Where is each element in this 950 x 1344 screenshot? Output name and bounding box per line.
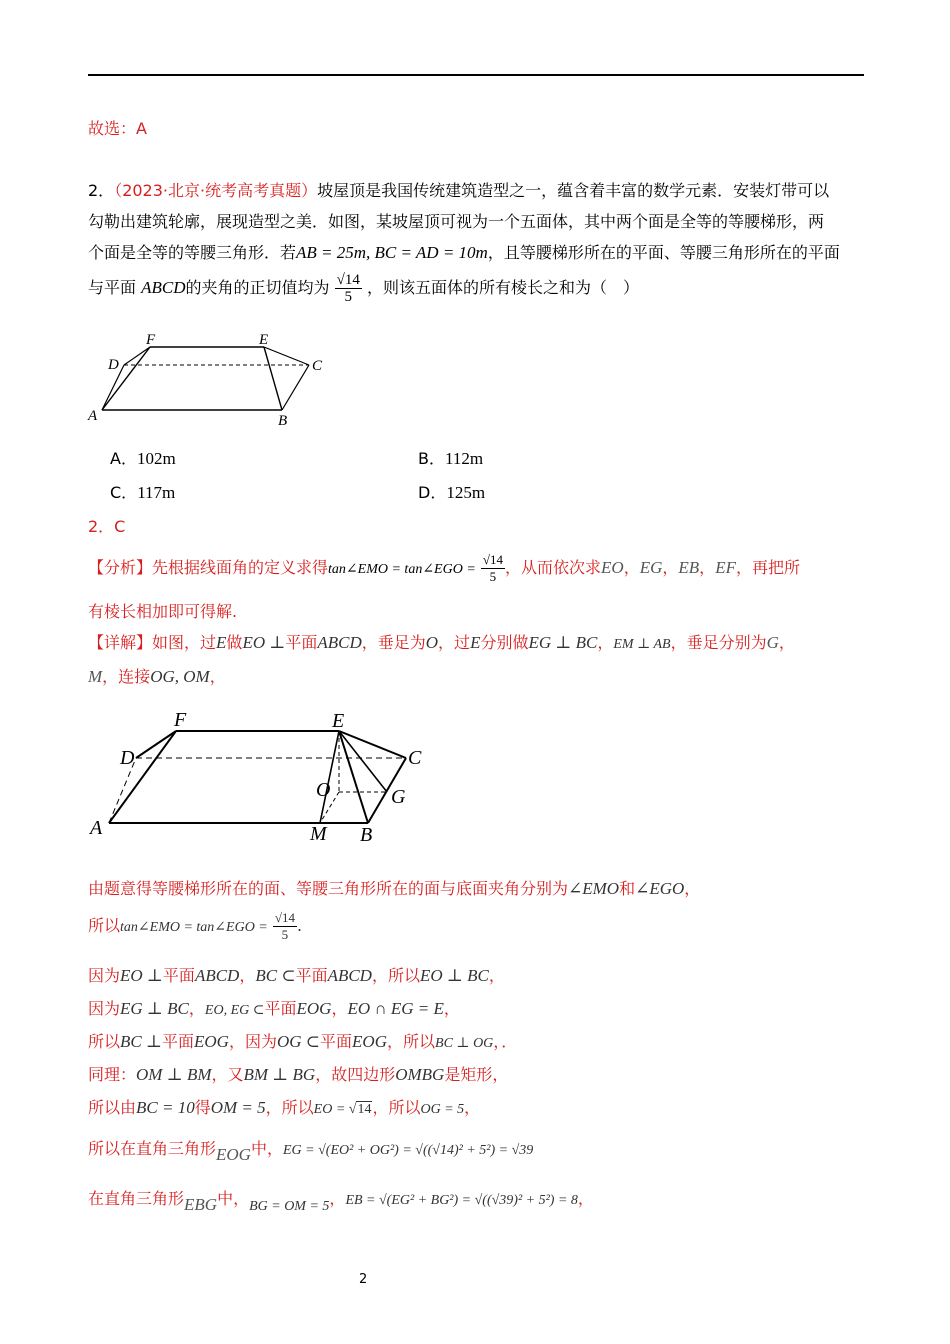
d-math: E xyxy=(216,633,227,652)
option-letter: A． xyxy=(110,449,137,468)
s-text: ，所以 xyxy=(371,966,420,985)
question-line1 xyxy=(88,178,829,201)
s-text: 由题意得等腰梯形所在的面、等腰三角形所在的面与底面夹角分别为 xyxy=(88,879,569,898)
d-math: O xyxy=(425,633,439,652)
s-text: ， xyxy=(488,966,505,985)
edge-DF xyxy=(136,731,176,758)
option-b[interactable] xyxy=(418,446,483,469)
d-text: 平面 xyxy=(285,633,318,652)
s-math: 14 xyxy=(357,1102,372,1117)
option-c[interactable] xyxy=(110,480,175,503)
d-math: EG ⊥ BC xyxy=(528,633,598,652)
figure-2 xyxy=(86,706,432,848)
option-letter: B． xyxy=(418,449,445,468)
d-text: ， xyxy=(209,667,226,686)
s-text: ， xyxy=(577,1189,594,1208)
label-A: A xyxy=(88,408,98,424)
question-line4 xyxy=(88,272,639,305)
frac-num: √14 xyxy=(274,910,295,925)
sol-line1 xyxy=(88,876,700,899)
s-math: EO = xyxy=(313,1102,349,1117)
frac-den: 5 xyxy=(489,569,497,584)
option-value: 117m xyxy=(137,483,176,502)
s-text: 所以由 xyxy=(88,1098,137,1117)
s-text: ，所以 xyxy=(387,1032,436,1051)
d-text: ， xyxy=(778,633,795,652)
d-text: 如图，过 xyxy=(152,633,217,652)
s-text: ，又 xyxy=(211,1065,244,1084)
edge-AF xyxy=(109,731,176,823)
edge-EB xyxy=(339,731,368,823)
d-math: G xyxy=(766,633,779,652)
d-text: ，连接 xyxy=(102,667,151,686)
s-text: ， xyxy=(329,1189,346,1208)
sep: ， xyxy=(699,558,716,577)
q-text: 的夹角的正切值均为 xyxy=(185,278,330,297)
sol-line7: 所以由BC = 10得OM = 5，所以EO = √14，所以OG = 5， xyxy=(88,1098,481,1117)
s-math: EOG xyxy=(296,999,332,1018)
detail-line1 xyxy=(88,630,795,653)
a-text: ，再把所 xyxy=(735,558,800,577)
q-text: ，则该五面体的所有棱长之和为（ ） xyxy=(366,278,639,297)
s-math: BC ⊥ OG xyxy=(435,1036,494,1051)
s-text: ， xyxy=(464,1098,481,1117)
sol-line6 xyxy=(88,1062,508,1085)
question-number: 2． xyxy=(88,181,115,200)
label-F: F xyxy=(174,709,187,731)
d-math: EO ⊥ xyxy=(242,633,286,652)
s-text: ， xyxy=(443,999,460,1018)
edge-BE xyxy=(264,347,282,410)
label-E: E xyxy=(332,710,345,732)
analysis-tag: 【分析】 xyxy=(88,558,153,577)
s-text: 平面 xyxy=(295,966,328,985)
frac-den: 5 xyxy=(281,927,289,942)
s-text: . xyxy=(296,916,303,935)
s-text: ，所以 xyxy=(265,1098,314,1117)
label-F: F xyxy=(146,332,156,348)
frac-num: √14 xyxy=(482,552,503,567)
option-value: 112m xyxy=(444,449,484,468)
s-math: EO ⊥ xyxy=(120,966,163,985)
sol-line5 xyxy=(88,1029,517,1052)
s-math: BG = OM = 5 xyxy=(249,1199,330,1214)
option-value: 102m xyxy=(136,449,176,468)
header-rule xyxy=(88,74,864,76)
page-number: 2 xyxy=(359,1272,368,1287)
s-math: ∠EGO xyxy=(635,879,685,898)
s-text: 所以在直角三角形 xyxy=(88,1139,217,1158)
s-math: OMBG xyxy=(395,1065,445,1084)
label-D: D xyxy=(120,747,135,769)
s-math: EG = √(EO² + OG²) = √((√14)² + 5²) = √39 xyxy=(282,1143,534,1158)
s-text: ， xyxy=(331,999,348,1018)
detail-line2 xyxy=(88,664,226,687)
sol-line3 xyxy=(88,963,505,986)
a-var: EB xyxy=(678,558,700,577)
d-text: ，垂足分别为 xyxy=(670,633,767,652)
s-text: 中， xyxy=(250,1139,283,1158)
edge-DF xyxy=(124,347,150,365)
label-B: B xyxy=(278,413,288,429)
d-math: E xyxy=(470,633,481,652)
s-text: 所以 xyxy=(88,916,121,935)
label-C: C xyxy=(312,358,323,374)
sol-line8 xyxy=(88,1136,534,1164)
s-math: EG ⊥ BC xyxy=(120,999,189,1018)
s-math: EOG xyxy=(194,1032,229,1051)
fraction xyxy=(273,910,297,943)
question-line3 xyxy=(88,240,840,263)
sep: ， xyxy=(662,558,679,577)
frac-num: √14 xyxy=(336,272,360,288)
d-text: 做 xyxy=(226,633,243,652)
q-text: 个面是全等的等腰三角形．若 xyxy=(88,243,297,262)
sol-line4 xyxy=(88,996,460,1019)
label-A: A xyxy=(90,817,103,839)
label-B: B xyxy=(360,824,373,846)
s-text: ，因为 xyxy=(228,1032,277,1051)
q-text: 与平面 xyxy=(88,278,137,297)
s-math: EOG xyxy=(352,1032,387,1051)
answer-label: 2．C xyxy=(88,517,126,536)
s-text: ， xyxy=(684,879,701,898)
s-math: BC ⊥ xyxy=(120,1032,162,1051)
q-math: AB = 25m, BC = AD = 10m xyxy=(296,243,488,262)
s-text: ，． xyxy=(493,1032,518,1051)
sep: ， xyxy=(623,558,640,577)
s-math: EO ⊥ BC xyxy=(419,966,489,985)
a-text: ，从而依次求 xyxy=(505,558,602,577)
s-text: ， xyxy=(239,966,256,985)
s-math: BM ⊥ BG xyxy=(243,1065,316,1084)
s-math: EOG xyxy=(216,1145,251,1164)
s-text: ，故四边形 xyxy=(315,1065,396,1084)
s-text: 平面 xyxy=(320,1032,353,1051)
label-D: D xyxy=(108,357,119,373)
s-math: OM ⊥ BM xyxy=(136,1065,212,1084)
d-math: OG, OM xyxy=(150,667,210,686)
sol-line2 xyxy=(88,910,302,943)
fraction xyxy=(481,552,505,585)
s-math: BC ⊂ xyxy=(255,966,296,985)
s-math: OG ⊂ xyxy=(276,1032,321,1051)
a-var: EO xyxy=(601,558,624,577)
edge-BC xyxy=(282,365,309,410)
sol-line9 xyxy=(88,1186,594,1214)
label-G: G xyxy=(391,786,406,808)
s-math: ABCD xyxy=(327,966,372,985)
question-source: （2023·北京·统考高考真题） xyxy=(114,181,318,200)
q-text: ，且等腰梯形所在的平面、等腰三角形所在的平面 xyxy=(487,243,840,262)
s-math: EB = √(EG² + BG²) = √((√39)² + 5²) = 8 xyxy=(345,1193,578,1208)
q-math: ABCD xyxy=(141,278,186,297)
a-math: tan∠EMO = tan∠EGO = xyxy=(328,562,476,577)
d-text: ，垂足为 xyxy=(361,633,426,652)
s-text: 在直角三角形 xyxy=(88,1189,185,1208)
option-letter: D． xyxy=(418,483,447,502)
s-text: 平面 xyxy=(264,999,297,1018)
label-M: M xyxy=(310,823,327,845)
a-text: 先根据线面角的定义求得 xyxy=(152,558,329,577)
d-text: 分别做 xyxy=(480,633,529,652)
s-text: 所以 xyxy=(88,1032,121,1051)
s-math: OM = 5 xyxy=(210,1098,266,1117)
d-math: M xyxy=(88,667,103,686)
s-math: OG = 5 xyxy=(420,1102,465,1117)
s-text: 同理： xyxy=(88,1065,137,1084)
question-text: 坡屋顶是我国传统建筑造型之一，蕴含着丰富的数学元素．安装灯带可以 xyxy=(317,181,830,200)
analysis-line2: 有棱长相加即可得解. xyxy=(88,602,238,621)
s-text: 是矩形， xyxy=(444,1065,509,1084)
d-math: ABCD xyxy=(317,633,362,652)
s-math: EO ∩ EG = E xyxy=(347,999,444,1018)
option-letter: C． xyxy=(110,483,138,502)
detail-tag: 【详解】 xyxy=(88,633,153,652)
s-text: 因为 xyxy=(88,999,121,1018)
option-d[interactable] xyxy=(418,480,485,503)
s-math: ABCD xyxy=(194,966,240,985)
s-text: 因为 xyxy=(88,966,121,985)
a-var: EG xyxy=(639,558,663,577)
s-text: ，所以 xyxy=(372,1098,421,1117)
s-math: EBG xyxy=(184,1195,218,1214)
label-C: C xyxy=(408,747,422,769)
s-text: ， xyxy=(188,999,205,1018)
top-answer: 故选：A xyxy=(88,119,147,138)
frac-den: 5 xyxy=(344,289,352,305)
s-math: ∠EMO xyxy=(568,879,620,898)
s-text: 平面 xyxy=(162,966,195,985)
fraction xyxy=(335,272,362,305)
label-E: E xyxy=(259,332,269,348)
s-math: EO, EG ⊂ xyxy=(204,1003,265,1018)
a-var: EF xyxy=(715,558,736,577)
s-math: tan∠EMO = tan∠EGO = xyxy=(120,920,268,935)
question-line2: 勾勒出建筑轮廓，展现造型之美．如图，某坡屋顶可视为一个五面体，其中两个面是全等的等腰梯形，两 xyxy=(88,212,825,231)
edge-CE xyxy=(264,347,309,365)
edge-EM xyxy=(320,731,339,823)
figure-1 xyxy=(84,328,334,432)
d-text: ， xyxy=(597,633,614,652)
s-text: 得 xyxy=(194,1098,211,1117)
s-text: 平面 xyxy=(161,1032,194,1051)
label-O: O xyxy=(316,779,331,801)
s-text: 中， xyxy=(217,1189,250,1208)
d-text: ，过 xyxy=(438,633,471,652)
d-math: EM ⊥ AB xyxy=(613,637,671,652)
option-a[interactable] xyxy=(110,446,176,469)
s-math: BC = 10 xyxy=(136,1098,195,1117)
analysis-line1 xyxy=(88,552,800,585)
s-text: 和 xyxy=(619,879,636,898)
option-value: 125m xyxy=(446,483,486,502)
